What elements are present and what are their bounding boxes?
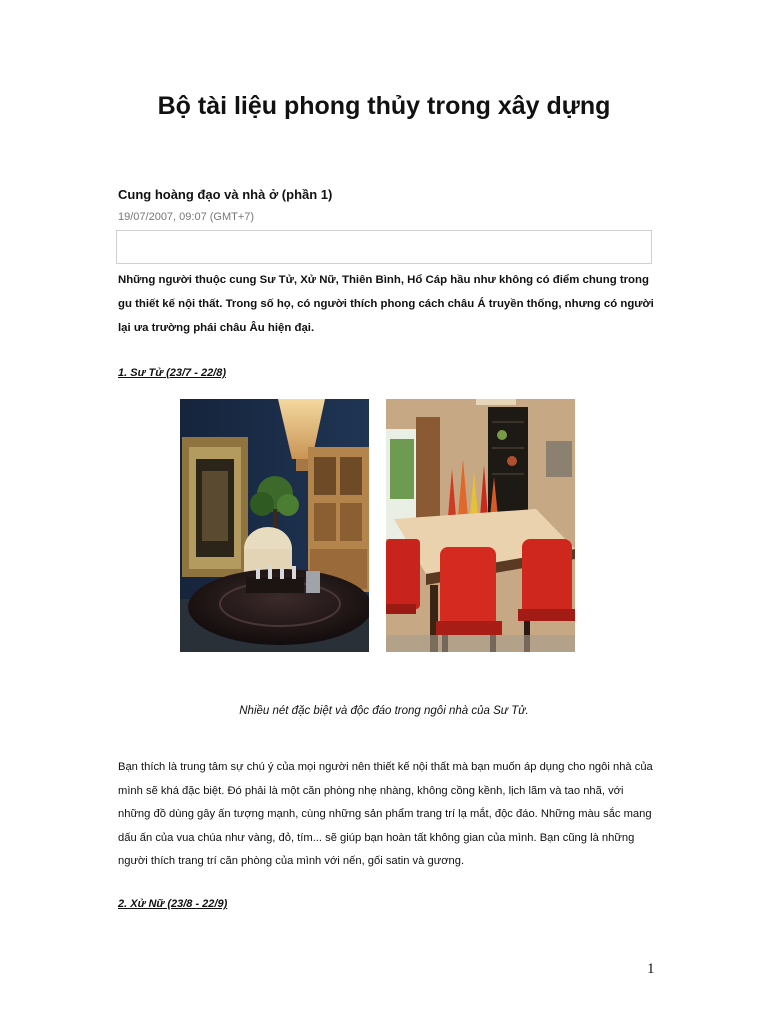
intro-paragraph: Những người thuộc cung Sư Tử, Xử Nữ, Thiên Bình, Hổ Cáp hầu như không có điểm chung trong gu thiết kế nội thất. Trong số họ, có người thích phong cách châu Á truyền thống, nhưng có người lại ưa trường phái châu Âu hiện đại. [118,274,654,334]
page-number: 1 [647,961,655,977]
photo-leo-dining-room [386,399,575,652]
article-title: Cung hoàng đạo và nhà ở (phần 1) [118,187,333,202]
section-heading-leo: 1. Sư Tử (23/7 - 22/8) [118,367,227,379]
article-date: 19/07/2007, 09:07 (GMT+7) [118,211,255,223]
photo-leo-living-room [180,399,369,652]
document-title: Bộ tài liệu phong thủy trong xây dựng [157,92,611,120]
photo-caption: Nhiều nét đặc biệt và độc đáo trong ngôi nhà của Sư Tử. [239,705,529,717]
section-heading-virgo: 2. Xử Nữ (23/8 - 22/9) [118,898,228,910]
body-paragraph-leo: Bạn thích là trung tâm sự chú ý của mọi người nên thiết kế nội thất mà bạn muốn áp dụng cho ngôi nhà của mình sẽ khá đặc biệt. Đó phải là một căn phòng nhẹ nhàng, không cồng kềnh, lịch lãm và tao nhã, với những đồ dùng gây ấn tượng mạnh, cùng những sản phẩm trang trí lạ mắt, độc đáo. Những màu sắc mang dấu ấn của vua chúa như vàng, đỏ, tím... sẽ giúp bạn hoàn tất không gian của mình. Bạn cũng là những người thích trang trí căn phòng của mình với nến, gối satin và gương. [118,761,653,867]
empty-frame [116,230,652,264]
